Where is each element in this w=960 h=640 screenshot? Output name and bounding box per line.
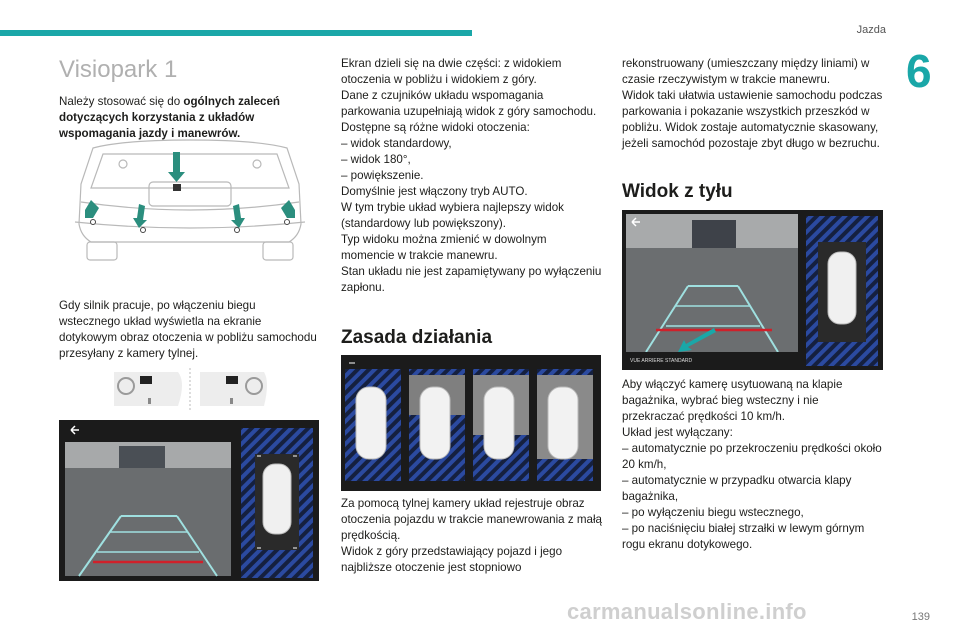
car-rear-sensor-diagram — [63, 138, 317, 264]
intro-bold-text: ogólnych zaleceń dotyczących korzystania z układów wspomagania jazdy i manewrów. — [59, 95, 281, 140]
rear-view-text — [622, 377, 884, 553]
col2-line: Widok z góry przedstawiający pojazd i jego najbliższe otoczenie jest stopniowo — [341, 545, 563, 574]
intro-paragraph — [59, 94, 317, 142]
col2-line: Dostępne są różne widoki otoczenia: — [341, 121, 530, 134]
col2-line: Domyślnie jest włączony tryb AUTO. — [341, 185, 528, 198]
chapter-number: 6 — [906, 45, 932, 97]
principle-heading: Zasada działania — [341, 327, 493, 348]
col3-line: rekonstruowany (umieszczany między liniami) w czasie rzeczywistym w trakcie manewru. — [622, 57, 870, 86]
page-title: Visiopark 1 — [59, 56, 178, 83]
col3-line: – automatycznie w przypadku otwarcia klapy bagażnika, — [622, 474, 852, 503]
col3-line: – automatycznie po przekroczeniu prędkości około 20 km/h, — [622, 442, 882, 471]
column-2 — [341, 56, 603, 296]
col2-line: Dane z czujników układu wspomagania parkowania uzupełniają widok z góry samochodu. — [341, 89, 597, 118]
column-1 — [59, 56, 317, 142]
col3-line: – po naciśnięciu białej strzałki w lewym górnym rogu ekranu dotykowego. — [622, 522, 865, 551]
col3-line: – po wyłączeniu biegu wstecznego, — [622, 506, 804, 519]
col2-line: – widok 180°, — [341, 153, 411, 166]
top-view-reconstruction-image — [341, 355, 601, 491]
watermark: carmanualsonline.info — [567, 599, 807, 624]
steering-wheel-icon — [200, 372, 267, 406]
col2-line: Stan układu nie jest zapamiętywany po wyłączeniu zapłonu. — [341, 265, 602, 294]
split-screen-camera-image — [59, 420, 319, 581]
engine-running-paragraph: Gdy silnik pracuje, po włączeniu biegu wstecznego układ wyświetla na ekranie dotykowym obraz otoczenia w pobliżu samochodu przesyłany z kamery tylnej. — [59, 299, 317, 360]
principle-text — [341, 496, 603, 576]
steering-wheel-icon — [114, 372, 182, 406]
arrow-down-icon — [168, 152, 185, 182]
section-title: Jazda — [856, 24, 886, 36]
top-accent-bar — [0, 30, 472, 36]
screen-caption: VUE ARRIERE STANDARD — [630, 358, 693, 364]
col3-line: Układ jest wyłączany: — [622, 426, 733, 439]
camera-icon — [173, 184, 181, 191]
col3-line: Widok taki ułatwia ustawienie samochodu podczas parkowania i pokazanie wszystkich przeszkód w pobliżu. Widok zostaje automatycznie skasowany, jeżeli samochód pozostaje zbyt długo w bezruchu. — [622, 89, 883, 150]
col2-line: – widok standardowy, — [341, 137, 452, 150]
rear-view-camera-image — [622, 210, 883, 370]
col2-line: Typ widoku można zmienić w dowolnym momencie w trakcie manewru. — [341, 233, 547, 262]
column-3 — [622, 56, 884, 152]
rear-view-heading: Widok z tyłu — [622, 181, 733, 202]
page-number: 139 — [911, 611, 930, 623]
col2-line: Ekran dzieli się na dwie części: z widokiem otoczenia w pobliżu i widokiem z góry. — [341, 57, 562, 86]
col3-line: Aby włączyć kamerę usytuowaną na klapie bagażnika, wybrać bieg wsteczny i nie przekraczać prędkości 10 km/h. — [622, 378, 843, 423]
intro-text: Należy stosować się do — [59, 95, 184, 108]
col2-line: Za pomocą tylnej kamery układ rejestruje obraz otoczenia pojazdu w trakcie manewrowania z małą prędkością. — [341, 497, 602, 542]
col2-line: W tym trybie układ wybiera najlepszy widok (standardowy lub powiększony). — [341, 201, 564, 230]
steering-wheel-icons — [112, 368, 272, 410]
col2-line: – powiększenie. — [341, 169, 424, 182]
